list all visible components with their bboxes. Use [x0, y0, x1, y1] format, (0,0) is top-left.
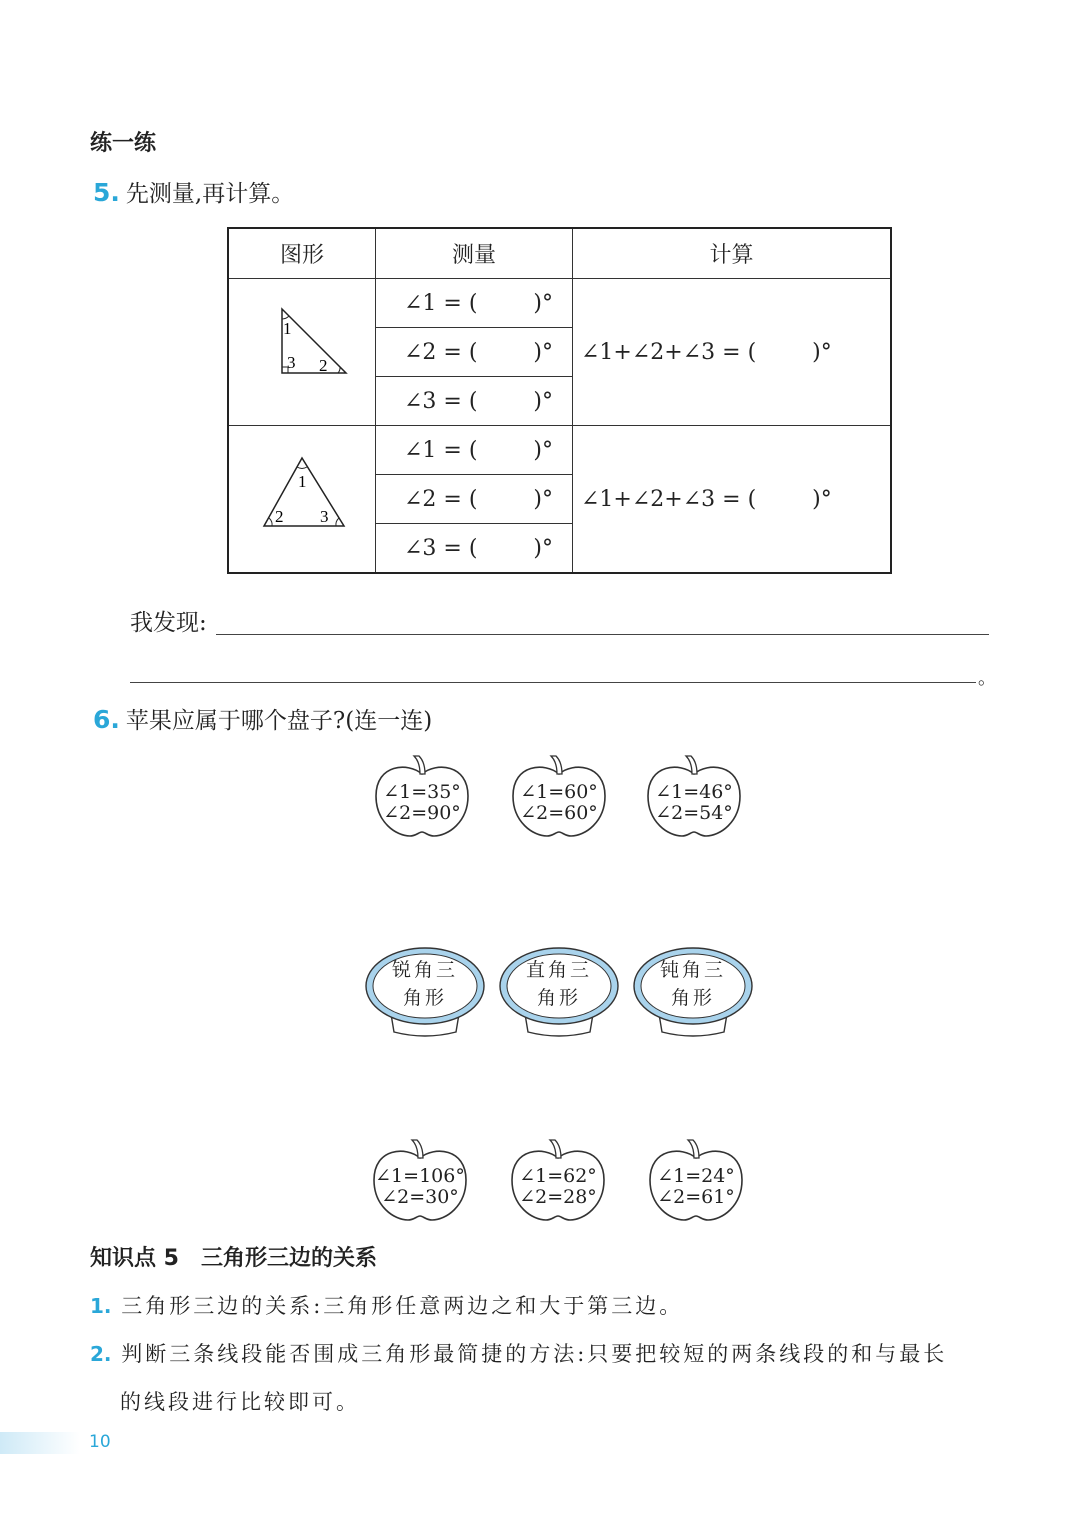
angle-arc: [297, 467, 307, 468]
angle-label: 2: [319, 356, 328, 375]
apple-angle-1: ∠1=62°: [519, 1165, 597, 1187]
table-row: [228, 426, 891, 475]
apple-angle-1: ∠1=60°: [520, 781, 598, 803]
calc-sum: ∠1+∠2+∠3 = ( )°: [573, 279, 892, 426]
apple[interactable]: [509, 752, 609, 844]
plate-label-line-2: 角形: [402, 987, 447, 1009]
finding-label: 我发现:: [130, 610, 207, 636]
measure-angle-3: ∠3 = ( )°: [376, 524, 573, 574]
knowledge-item-continuation: 的线段进行比较即可。: [120, 1390, 360, 1414]
header-shape: 图形: [228, 228, 376, 279]
apple-angle-2: ∠2=54°: [655, 802, 733, 824]
question-text: 苹果应属于哪个盘子?(连一连): [125, 708, 433, 734]
angle-label: 3: [287, 353, 296, 372]
right-triangle-figure: [252, 289, 352, 409]
question-text: 先测量,再计算。: [125, 181, 295, 207]
measure-angle-1: ∠1 = ( )°: [376, 426, 573, 475]
calc-sum: ∠1+∠2+∠3 = ( )°: [573, 426, 892, 574]
right-triangle-cell: [228, 279, 376, 426]
angle-arc: [336, 518, 339, 526]
measure-angle-2: ∠2 = ( )°: [376, 475, 573, 524]
equilateral-triangle-figure: [252, 436, 352, 556]
page-number-band: [0, 1432, 80, 1454]
plate-label-line-1: 锐角三: [391, 959, 458, 981]
table-row: [228, 279, 891, 328]
angle-label: 2: [275, 507, 284, 526]
plate-acute-triangle[interactable]: [364, 946, 486, 1038]
apple-angle-1: ∠1=24°: [657, 1165, 735, 1187]
plate-label-line-2: 角形: [670, 987, 715, 1009]
apple-angle-1: ∠1=35°: [383, 781, 461, 803]
plate-label-line-1: 直角三: [525, 959, 592, 981]
apple-angle-1: ∠1=46°: [655, 781, 733, 803]
angle-label: 1: [298, 472, 307, 491]
measure-angle-2: ∠2 = ( )°: [376, 328, 573, 377]
measurement-table: [227, 227, 892, 574]
apple[interactable]: [644, 752, 744, 844]
question-number: 5.: [93, 178, 120, 207]
question-number: 6.: [93, 705, 120, 734]
plate-label-line-2: 角形: [536, 987, 581, 1009]
plate-obtuse-triangle[interactable]: [632, 946, 754, 1038]
knowledge-item: [90, 1290, 683, 1320]
apple[interactable]: [646, 1136, 746, 1228]
knowledge-item-text: 三角形三边的关系:三角形任意两边之和大于第三边。: [121, 1294, 684, 1318]
section-title: 练一练: [90, 131, 157, 156]
answer-line-2[interactable]: [130, 682, 976, 683]
apple-angle-2: ∠2=61°: [657, 1186, 735, 1208]
question-5: [93, 175, 294, 208]
plate-right-triangle[interactable]: [498, 946, 620, 1038]
knowledge-item-number: 2.: [90, 1342, 112, 1366]
question-6: [93, 702, 432, 735]
measure-angle-3: ∠3 = ( )°: [376, 377, 573, 426]
knowledge-item-number: 1.: [90, 1294, 112, 1318]
angle-arc: [269, 518, 272, 526]
angle-label: 1: [283, 319, 292, 338]
header-calc: 计算: [573, 228, 892, 279]
apple-angle-2: ∠2=90°: [383, 802, 461, 824]
plate-label-line-1: 钝角三: [659, 959, 726, 981]
measure-angle-1: ∠1 = ( )°: [376, 279, 573, 328]
apple[interactable]: [370, 1136, 470, 1228]
knowledge-item-text: 判断三条线段能否围成三角形最简捷的方法:只要把较短的两条线段的和与最长: [121, 1342, 948, 1366]
finding-end-mark: 。: [978, 668, 996, 689]
apple[interactable]: [372, 752, 472, 844]
apple-angle-1: ∠1=106°: [375, 1165, 465, 1187]
knowledge-point-title: 知识点 5 三角形三边的关系: [90, 1246, 377, 1271]
angle-arc: [338, 367, 340, 373]
knowledge-item: [90, 1338, 947, 1368]
apple[interactable]: [508, 1136, 608, 1228]
angle-label: 3: [320, 507, 329, 526]
apple-angle-2: ∠2=30°: [381, 1186, 459, 1208]
apple-angle-2: ∠2=28°: [519, 1186, 597, 1208]
header-measure: 测量: [376, 228, 573, 279]
table-header-row: [228, 228, 891, 279]
equilateral-triangle-cell: [228, 426, 376, 574]
page-number: 10: [89, 1432, 111, 1452]
answer-line-1[interactable]: [216, 634, 989, 635]
apple-angle-2: ∠2=60°: [520, 802, 598, 824]
